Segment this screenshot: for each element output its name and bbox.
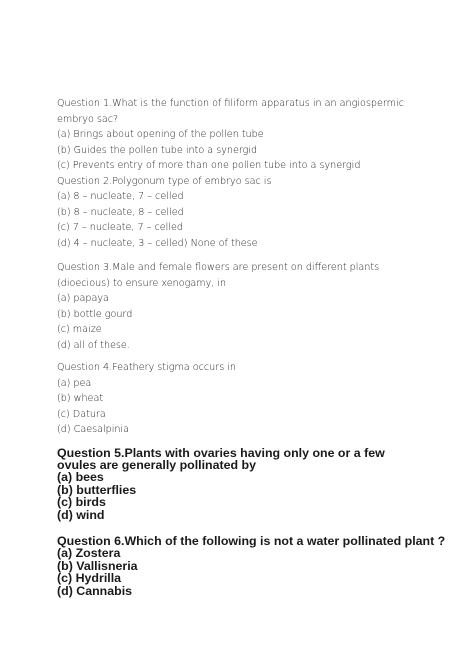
option: (b) 8 – nucleate, 8 – celled (57, 206, 184, 218)
option: (c) maize (57, 324, 102, 335)
question-text: Question 1.What is the function of filiform apparatus in an angiospermic embryo sac? (57, 98, 404, 125)
question-text: Question 6.Which of the following is not a water pollinated plant ? (57, 533, 446, 548)
option: (c) birds (57, 495, 106, 510)
option: (d) Caesalpinia (57, 424, 130, 435)
option: (c) Hydrilla (57, 571, 122, 586)
question-block-2 (57, 174, 457, 252)
option: (a) Brings about opening of the pollen tube (57, 129, 264, 140)
option: (c) 7 – nucleate, 7 – celled (57, 222, 183, 233)
option: (b) bottle gourd (57, 308, 133, 320)
option: (d) wind (57, 507, 105, 522)
option: (b) wheat (57, 393, 104, 404)
option: (b) butterflies (57, 482, 137, 497)
question-block-4 (57, 360, 457, 438)
question-block-5 (57, 447, 457, 521)
question-text: Question 2.Polygonum type of embryo sac is (57, 175, 272, 187)
option: (c) Datura (57, 408, 106, 420)
option: (d) 4 – nucleate, 3 – celled) None of these (57, 237, 258, 249)
option: (a) Zostera (57, 546, 121, 561)
option: (d) Cannabis (57, 583, 133, 598)
option: (a) bees (57, 470, 104, 485)
option: (d) all of these. (57, 339, 130, 351)
question-text: Question 3.Male and female flowers are present on different plants (dioecious) to ensure xenogamy, in (57, 262, 380, 289)
document-page (57, 96, 457, 597)
question-text: Question 5.Plants with ovaries having only one or a few ovules are generally pollinated by (57, 445, 385, 472)
question-text: Question 4.Feathery stigma occurs in (57, 362, 236, 373)
option: (c) Prevents entry of more than one pollen tube into a synergid (57, 160, 361, 171)
option: (a) 8 – nucleate, 7 – celled (57, 191, 184, 202)
question-block-6 (57, 535, 457, 597)
option: (b) Guides the pollen tube into a synergid (57, 144, 258, 156)
question-block-1 (57, 96, 457, 174)
option: (a) pea (57, 377, 92, 389)
option: (b) Vallisneria (57, 558, 138, 573)
question-block-3 (57, 260, 457, 353)
option: (a) papaya (57, 293, 109, 304)
